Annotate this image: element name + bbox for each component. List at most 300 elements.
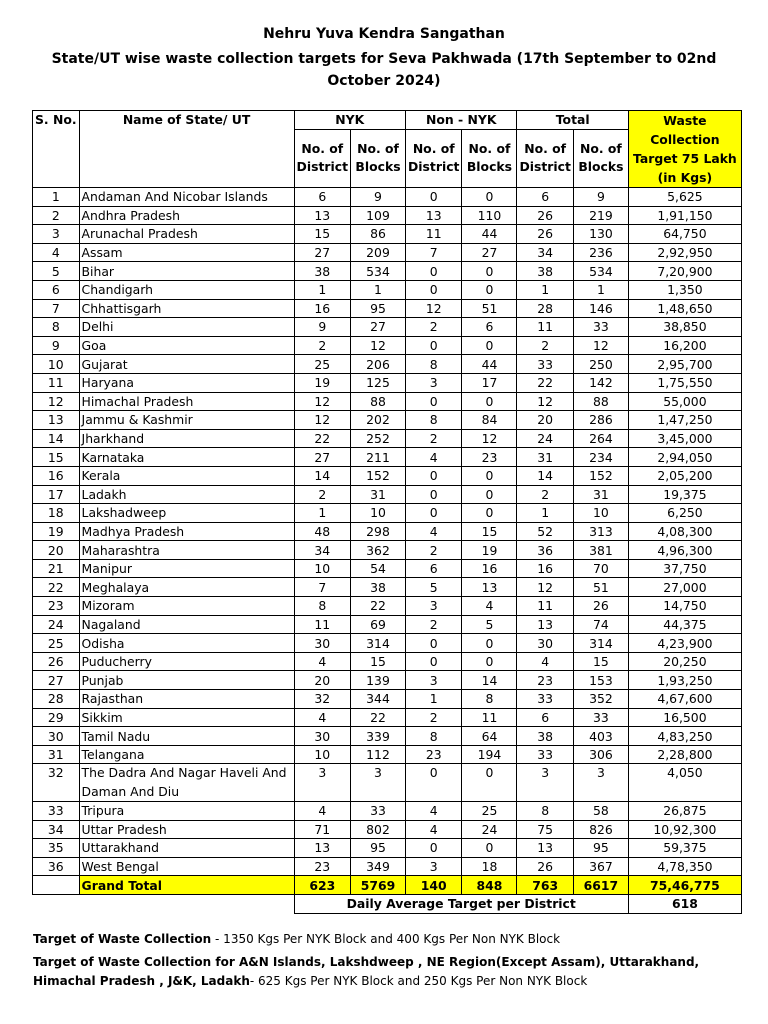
cell-nyk-district: 13 (294, 839, 350, 858)
cell-nyk-district: 19 (294, 373, 350, 392)
cell-non-district: 0 (406, 839, 462, 858)
footnote-2-bold: Target of Waste Collection for A&N Islands, Lakshdweep , NE Region(Except Assam), Uttarakhand, Himachal Pradesh , J&K, Ladakh (33, 955, 700, 988)
cell-nyk-district: 30 (294, 634, 350, 653)
cell-nyk-blocks: 211 (351, 448, 406, 467)
cell-total-blocks: 313 (573, 522, 628, 541)
cell-state-name: Lakshadweep (79, 504, 294, 523)
sub-non-district: No. of District (406, 129, 462, 187)
cell-sno: 5 (33, 262, 80, 281)
table-row (33, 541, 742, 560)
cell-total-blocks: 58 (573, 802, 628, 821)
table-row (33, 820, 742, 839)
cell-total-district: 6 (517, 188, 573, 207)
cell-state-name: Himachal Pradesh (79, 392, 294, 411)
cell-non-blocks: 6 (462, 318, 517, 337)
cell-nyk-district: 1 (294, 280, 350, 299)
cell-total-district: 33 (517, 690, 573, 709)
cell-nyk-district: 34 (294, 541, 350, 560)
cell-total-blocks: 142 (573, 373, 628, 392)
cell-waste-target: 2,05,200 (628, 466, 741, 485)
cell-nyk-blocks: 1 (351, 280, 406, 299)
cell-sno: 7 (33, 299, 80, 318)
col-state-name: Name of State/ UT (79, 111, 294, 188)
table-row (33, 188, 742, 207)
cell-total-blocks: 403 (573, 727, 628, 746)
cell-non-district: 0 (406, 652, 462, 671)
cell-sno: 21 (33, 559, 80, 578)
table-row (33, 262, 742, 281)
cell-state-name: Jammu & Kashmir (79, 411, 294, 430)
grand-total-non-district: 140 (406, 876, 462, 895)
document-title: State/UT wise waste collection targets for Seva Pakhwada (17th September to 02nd October 2024) (51, 51, 717, 89)
cell-waste-target: 16,200 (628, 336, 741, 355)
cell-non-blocks: 17 (462, 373, 517, 392)
cell-sno: 13 (33, 411, 80, 430)
cell-total-blocks: 234 (573, 448, 628, 467)
cell-waste-target: 10,92,300 (628, 820, 741, 839)
table-row (33, 318, 742, 337)
cell-nyk-blocks: 339 (351, 727, 406, 746)
waste-target-table (32, 110, 742, 914)
cell-nyk-district: 2 (294, 485, 350, 504)
cell-non-blocks: 194 (462, 745, 517, 764)
cell-nyk-district: 10 (294, 745, 350, 764)
col-sno: S. No. (33, 111, 80, 188)
cell-non-district: 8 (406, 727, 462, 746)
table-row (33, 299, 742, 318)
cell-non-blocks: 11 (462, 708, 517, 727)
cell-sno: 24 (33, 615, 80, 634)
cell-waste-target: 1,93,250 (628, 671, 741, 690)
cell-waste-target: 6,250 (628, 504, 741, 523)
cell-state-name: Assam (79, 243, 294, 262)
footnote-2-text: - 625 Kgs Per NYK Block and 250 Kgs Per Non NYK Block (249, 974, 588, 988)
cell-total-district: 38 (517, 262, 573, 281)
cell-total-blocks: 15 (573, 652, 628, 671)
cell-sno: 3 (33, 225, 80, 244)
cell-non-district: 0 (406, 280, 462, 299)
cell-waste-target: 16,500 (628, 708, 741, 727)
cell-nyk-blocks: 112 (351, 745, 406, 764)
cell-non-district: 2 (406, 541, 462, 560)
cell-non-district: 2 (406, 708, 462, 727)
cell-non-district: 0 (406, 764, 462, 802)
cell-nyk-district: 4 (294, 652, 350, 671)
cell-nyk-district: 32 (294, 690, 350, 709)
cell-sno: 15 (33, 448, 80, 467)
cell-non-blocks: 44 (462, 355, 517, 374)
cell-total-district: 3 (517, 764, 573, 802)
footnote-1-bold: Target of Waste Collection (33, 932, 212, 946)
cell-sno: 19 (33, 522, 80, 541)
cell-non-blocks: 25 (462, 802, 517, 821)
cell-sno: 26 (33, 652, 80, 671)
cell-nyk-blocks: 109 (351, 206, 406, 225)
cell-total-district: 16 (517, 559, 573, 578)
cell-non-district: 0 (406, 336, 462, 355)
cell-nyk-blocks: 362 (351, 541, 406, 560)
cell-total-blocks: 314 (573, 634, 628, 653)
cell-non-blocks: 44 (462, 225, 517, 244)
cell-state-name: Nagaland (79, 615, 294, 634)
cell-sno: 12 (33, 392, 80, 411)
cell-total-blocks: 10 (573, 504, 628, 523)
cell-nyk-district: 4 (294, 708, 350, 727)
cell-total-district: 26 (517, 857, 573, 876)
cell-sno: 27 (33, 671, 80, 690)
cell-total-blocks: 3 (573, 764, 628, 802)
cell-total-district: 11 (517, 597, 573, 616)
cell-nyk-district: 6 (294, 188, 350, 207)
cell-waste-target: 44,375 (628, 615, 741, 634)
cell-non-blocks: 16 (462, 559, 517, 578)
cell-sno: 6 (33, 280, 80, 299)
cell-sno: 28 (33, 690, 80, 709)
cell-non-blocks: 0 (462, 280, 517, 299)
cell-non-district: 4 (406, 820, 462, 839)
cell-nyk-blocks: 125 (351, 373, 406, 392)
table-row (33, 411, 742, 430)
cell-nyk-district: 12 (294, 392, 350, 411)
cell-waste-target: 27,000 (628, 578, 741, 597)
table-row (33, 857, 742, 876)
cell-waste-target: 59,375 (628, 839, 741, 858)
cell-non-district: 11 (406, 225, 462, 244)
cell-total-district: 13 (517, 839, 573, 858)
cell-nyk-district: 11 (294, 615, 350, 634)
cell-waste-target: 4,050 (628, 764, 741, 802)
cell-waste-target: 3,45,000 (628, 429, 741, 448)
cell-total-blocks: 70 (573, 559, 628, 578)
cell-nyk-district: 23 (294, 857, 350, 876)
cell-total-district: 38 (517, 727, 573, 746)
cell-non-district: 3 (406, 597, 462, 616)
cell-state-name: Chhattisgarh (79, 299, 294, 318)
cell-nyk-blocks: 38 (351, 578, 406, 597)
cell-state-name: Andhra Pradesh (79, 206, 294, 225)
cell-non-blocks: 24 (462, 820, 517, 839)
cell-sno: 29 (33, 708, 80, 727)
cell-non-district: 23 (406, 745, 462, 764)
cell-total-blocks: 236 (573, 243, 628, 262)
cell-state-name: Andaman And Nicobar Islands (79, 188, 294, 207)
cell-total-district: 75 (517, 820, 573, 839)
table-row (33, 578, 742, 597)
cell-nyk-district: 27 (294, 448, 350, 467)
table-row (33, 504, 742, 523)
cell-non-district: 2 (406, 429, 462, 448)
cell-waste-target: 14,750 (628, 597, 741, 616)
cell-non-blocks: 19 (462, 541, 517, 560)
cell-total-blocks: 219 (573, 206, 628, 225)
cell-waste-target: 20,250 (628, 652, 741, 671)
cell-total-blocks: 88 (573, 392, 628, 411)
cell-waste-target: 1,91,150 (628, 206, 741, 225)
cell-nyk-blocks: 209 (351, 243, 406, 262)
cell-total-district: 52 (517, 522, 573, 541)
cell-non-district: 3 (406, 671, 462, 690)
cell-non-blocks: 110 (462, 206, 517, 225)
cell-total-district: 20 (517, 411, 573, 430)
sub-nyk-district: No. of District (294, 129, 350, 187)
cell-non-district: 12 (406, 299, 462, 318)
cell-non-blocks: 84 (462, 411, 517, 430)
grand-total-nyk-district: 623 (294, 876, 350, 895)
cell-nyk-district: 3 (294, 764, 350, 802)
sub-nyk-blocks: No. of Blocks (351, 129, 406, 187)
table-row (33, 690, 742, 709)
cell-state-name: Telangana (79, 745, 294, 764)
cell-nyk-district: 4 (294, 802, 350, 821)
table-row (33, 429, 742, 448)
cell-non-blocks: 23 (462, 448, 517, 467)
cell-total-blocks: 9 (573, 188, 628, 207)
table-row (33, 225, 742, 244)
cell-total-district: 24 (517, 429, 573, 448)
cell-nyk-blocks: 86 (351, 225, 406, 244)
cell-total-district: 13 (517, 615, 573, 634)
table-row (33, 392, 742, 411)
cell-waste-target: 26,875 (628, 802, 741, 821)
cell-nyk-blocks: 206 (351, 355, 406, 374)
cell-nyk-blocks: 252 (351, 429, 406, 448)
cell-nyk-blocks: 9 (351, 188, 406, 207)
cell-non-blocks: 14 (462, 671, 517, 690)
cell-total-district: 30 (517, 634, 573, 653)
cell-nyk-district: 7 (294, 578, 350, 597)
grand-total-blocks: 6617 (573, 876, 628, 895)
cell-waste-target: 7,20,900 (628, 262, 741, 281)
cell-total-district: 4 (517, 652, 573, 671)
cell-nyk-blocks: 95 (351, 839, 406, 858)
cell-nyk-blocks: 22 (351, 597, 406, 616)
cell-total-district: 33 (517, 745, 573, 764)
cell-state-name: Uttar Pradesh (79, 820, 294, 839)
cell-state-name: Ladakh (79, 485, 294, 504)
cell-sno: 4 (33, 243, 80, 262)
cell-non-district: 8 (406, 355, 462, 374)
cell-nyk-district: 9 (294, 318, 350, 337)
cell-non-district: 1 (406, 690, 462, 709)
footnote-2 (33, 953, 743, 991)
cell-nyk-blocks: 202 (351, 411, 406, 430)
cell-sno: 18 (33, 504, 80, 523)
cell-non-district: 0 (406, 485, 462, 504)
cell-nyk-district: 27 (294, 243, 350, 262)
cell-total-district: 22 (517, 373, 573, 392)
cell-total-district: 1 (517, 280, 573, 299)
cell-non-blocks: 0 (462, 336, 517, 355)
cell-waste-target: 4,23,900 (628, 634, 741, 653)
cell-waste-target: 4,78,350 (628, 857, 741, 876)
cell-state-name: Madhya Pradesh (79, 522, 294, 541)
cell-state-name: Tamil Nadu (79, 727, 294, 746)
cell-non-blocks: 12 (462, 429, 517, 448)
table-row (33, 206, 742, 225)
cell-total-district: 8 (517, 802, 573, 821)
cell-sno: 23 (33, 597, 80, 616)
cell-total-district: 2 (517, 336, 573, 355)
cell-total-blocks: 264 (573, 429, 628, 448)
cell-non-blocks: 51 (462, 299, 517, 318)
cell-state-name: Punjab (79, 671, 294, 690)
cell-waste-target: 64,750 (628, 225, 741, 244)
cell-total-district: 33 (517, 355, 573, 374)
cell-total-blocks: 146 (573, 299, 628, 318)
table-row (33, 802, 742, 821)
table-body (33, 188, 742, 876)
table-row (33, 336, 742, 355)
cell-nyk-blocks: 88 (351, 392, 406, 411)
cell-state-name: Chandigarh (79, 280, 294, 299)
cell-waste-target: 1,48,650 (628, 299, 741, 318)
table-row (33, 373, 742, 392)
grand-total-nyk-blocks: 5769 (351, 876, 406, 895)
cell-nyk-blocks: 69 (351, 615, 406, 634)
grand-total-label: Grand Total (79, 876, 294, 895)
cell-waste-target: 38,850 (628, 318, 741, 337)
cell-state-name: Mizoram (79, 597, 294, 616)
cell-nyk-district: 1 (294, 504, 350, 523)
cell-nyk-blocks: 3 (351, 764, 406, 802)
cell-state-name: The Dadra And Nagar Haveli And Daman And Diu (79, 764, 294, 802)
sub-total-blocks: No. of Blocks (573, 129, 628, 187)
cell-sno: 33 (33, 802, 80, 821)
cell-non-district: 0 (406, 392, 462, 411)
cell-total-blocks: 153 (573, 671, 628, 690)
cell-nyk-blocks: 22 (351, 708, 406, 727)
cell-waste-target: 2,94,050 (628, 448, 741, 467)
cell-non-district: 8 (406, 411, 462, 430)
cell-total-blocks: 130 (573, 225, 628, 244)
cell-non-blocks: 0 (462, 485, 517, 504)
cell-total-district: 23 (517, 671, 573, 690)
footnote-1 (33, 930, 560, 949)
cell-nyk-district: 22 (294, 429, 350, 448)
cell-sno: 34 (33, 820, 80, 839)
cell-non-district: 0 (406, 504, 462, 523)
cell-waste-target: 1,350 (628, 280, 741, 299)
cell-waste-target: 2,95,700 (628, 355, 741, 374)
cell-total-district: 12 (517, 392, 573, 411)
table-row (33, 522, 742, 541)
cell-nyk-blocks: 33 (351, 802, 406, 821)
cell-total-blocks: 26 (573, 597, 628, 616)
cell-sno: 36 (33, 857, 80, 876)
cell-waste-target: 2,28,800 (628, 745, 741, 764)
cell-non-blocks: 27 (462, 243, 517, 262)
cell-state-name: Odisha (79, 634, 294, 653)
cell-total-district: 1 (517, 504, 573, 523)
cell-waste-target: 1,75,550 (628, 373, 741, 392)
cell-total-blocks: 74 (573, 615, 628, 634)
cell-total-blocks: 826 (573, 820, 628, 839)
cell-sno: 2 (33, 206, 80, 225)
cell-state-name: Tripura (79, 802, 294, 821)
table-row (33, 652, 742, 671)
cell-nyk-blocks: 27 (351, 318, 406, 337)
cell-total-blocks: 152 (573, 466, 628, 485)
cell-sno: 14 (33, 429, 80, 448)
cell-sno: 11 (33, 373, 80, 392)
cell-nyk-district: 25 (294, 355, 350, 374)
cell-sno: 10 (33, 355, 80, 374)
cell-waste-target: 19,375 (628, 485, 741, 504)
col-waste-target: Waste Collection Target 75 Lakh (in Kgs) (628, 111, 741, 188)
cell-state-name: Arunachal Pradesh (79, 225, 294, 244)
cell-total-blocks: 381 (573, 541, 628, 560)
cell-total-blocks: 306 (573, 745, 628, 764)
cell-non-blocks: 5 (462, 615, 517, 634)
cell-total-district: 36 (517, 541, 573, 560)
table-row (33, 597, 742, 616)
cell-nyk-district: 15 (294, 225, 350, 244)
cell-total-blocks: 286 (573, 411, 628, 430)
cell-waste-target: 37,750 (628, 559, 741, 578)
cell-nyk-district: 2 (294, 336, 350, 355)
cell-state-name: Rajasthan (79, 690, 294, 709)
table-row (33, 355, 742, 374)
cell-nyk-blocks: 15 (351, 652, 406, 671)
cell-nyk-blocks: 54 (351, 559, 406, 578)
cell-nyk-blocks: 10 (351, 504, 406, 523)
table-row (33, 839, 742, 858)
cell-total-blocks: 33 (573, 318, 628, 337)
cell-sno: 20 (33, 541, 80, 560)
group-non-nyk: Non - NYK (406, 111, 517, 130)
cell-non-blocks: 0 (462, 504, 517, 523)
cell-waste-target: 4,96,300 (628, 541, 741, 560)
cell-non-blocks: 4 (462, 597, 517, 616)
cell-state-name: Goa (79, 336, 294, 355)
cell-sno: 16 (33, 466, 80, 485)
cell-nyk-district: 12 (294, 411, 350, 430)
cell-nyk-district: 16 (294, 299, 350, 318)
grand-total-row (33, 876, 742, 895)
table-row (33, 634, 742, 653)
cell-total-district: 26 (517, 225, 573, 244)
cell-non-district: 0 (406, 634, 462, 653)
table-row (33, 559, 742, 578)
cell-total-district: 26 (517, 206, 573, 225)
cell-non-district: 4 (406, 522, 462, 541)
cell-non-blocks: 0 (462, 652, 517, 671)
grand-total-blank (33, 876, 80, 895)
footnote-1-text: - 1350 Kgs Per NYK Block and 400 Kgs Per Non NYK Block (211, 932, 561, 946)
cell-non-blocks: 64 (462, 727, 517, 746)
table-row (33, 485, 742, 504)
cell-non-blocks: 18 (462, 857, 517, 876)
group-nyk: NYK (294, 111, 405, 130)
cell-total-district: 14 (517, 466, 573, 485)
table-row (33, 615, 742, 634)
daily-average-value: 618 (628, 894, 741, 913)
cell-sno: 9 (33, 336, 80, 355)
table-row (33, 708, 742, 727)
cell-nyk-district: 71 (294, 820, 350, 839)
grand-total-non-blocks: 848 (462, 876, 517, 895)
cell-nyk-blocks: 31 (351, 485, 406, 504)
cell-sno: 22 (33, 578, 80, 597)
cell-non-blocks: 0 (462, 466, 517, 485)
cell-state-name: Haryana (79, 373, 294, 392)
cell-nyk-district: 30 (294, 727, 350, 746)
cell-state-name: Gujarat (79, 355, 294, 374)
cell-non-blocks: 0 (462, 839, 517, 858)
cell-nyk-blocks: 314 (351, 634, 406, 653)
cell-nyk-blocks: 139 (351, 671, 406, 690)
cell-total-blocks: 352 (573, 690, 628, 709)
